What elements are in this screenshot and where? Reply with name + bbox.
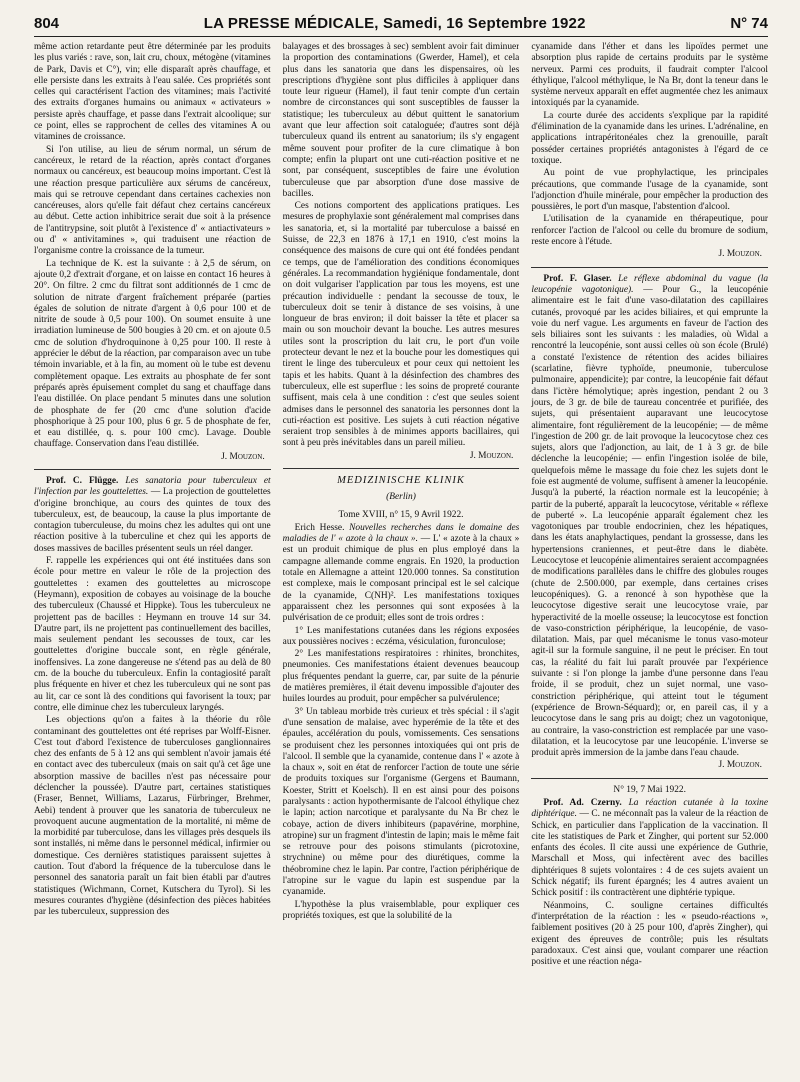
- article-lead: [34, 476, 271, 555]
- article-text: — C. ne méconnaît pas la valeur de la réaction de Schick, en particulier dans l'application de la vaccination. Il cite les statistiques de Park et Zingher, qui portent sur 52.000 enfants des écoles. Il cite aussi une expérience de Guthrie, Marschall et Moss, qui infectèrent avec des bacilles diphtériques 8 sujets volontaires : 4 de ces sujets avaient un Schick négatif; ils furent épargnés; les 4 autres avaient un Schick positif : ils contractèrent une diphtérie typique.: [531, 809, 769, 899]
- divider: [283, 468, 520, 469]
- paragraph: La courte durée des accidents s'explique par la rapidité d'élimination de la cyanamide dans les urines. L'adrénaline, en applications intrapéritonéales chez la grenouille, paraît posséder certaines propriétés antagonistes à l'égard de ce toxique.: [531, 110, 769, 166]
- journal-title: LA PRESSE MÉDICALE, Samedi, 16 Septembre 1922: [203, 14, 586, 32]
- paragraph: L'hypothèse la plus vraisemblable, pour expliquer ces propriétés toxiques, est que la solubilité de la: [282, 899, 520, 921]
- article-author: Erich Hesse.: [294, 522, 345, 533]
- divider: [531, 267, 768, 268]
- section-title: MEDIZINISCHE KLINIK: [337, 474, 465, 486]
- article-author: Prof. C. Flügge.: [46, 475, 119, 486]
- article-lead: [283, 523, 520, 625]
- paragraph: Néanmoins, C. souligne certaines difficultés d'interprétation de la réaction : les « pseudo-réactions », faiblement positives (20 à 25 pour 100, d'après Zingher), qui exigent des épreuves de contrôle; puis les résultats paradoxaux. C'est ainsi que, voulant comparer une réaction positive et une réaction néga-: [531, 900, 769, 968]
- issue-number: N° 74: [730, 14, 768, 32]
- paragraph: 3° Un tableau morbide très curieux et très spécial : il s'agit d'une sensation de malaise, avec hyperémie de la tête et des épaules, accélération du pouls, vomissements. Ces sensations se produisent chez les personnes intoxiquées qui ont pris de l'alcool. Il semble que la cyanamide, contenue dans l' « azote à la chaux », soit en état de renforcer l'action de toute une série de produits toxiques sur l'organisme (Gergens et Baumann, Koester, Stritt et Koelsch). Il en est ainsi pour des poisons paralysants : action hypothermisante de l'alcool éthylique chez le lapin; action narcotique et paralysante du Na Br chez le cobaye, action de divers inhibiteurs (papavérine, morphine, atropine) sur un fragment d'intestin de lapin; mais le même fait se retrouve pour des poisons stimulants (picrotoxine, strychnine) ou même pour des diurétiques, comme la théobromine chez le lapin. Par contre, l'action périphérique de l'atropine sur le vague du lapin est suspendue par la cyanamide.: [282, 706, 520, 898]
- column-2: [283, 42, 520, 1076]
- article-title: Nouvelles recherches dans le domaine des maladies de l' « azote à la chaux ».: [282, 522, 520, 545]
- text-columns: [34, 42, 768, 1076]
- paragraph: L'utilisation de la cyanamide en thérapeutique, pour renforcer l'action de l'alcool ou celle du bromure de sodium, reste encore à l'étude.: [531, 214, 769, 248]
- article-text: — Pour G., la leucopénie alimentaire est le fait d'une vaso-dilatation des capillaires cutanés, provoqué par les acides biliaires, et qui emprunte la voie du nerf vague. Les arguments en faveur de l'action des sels biliaires sont les suivants : les maladies, où Widal a rencontré la leucopénie, sont aussi celles où son école (Brulé) a constaté l'existence de rétention des acides biliaires (scarlatine, fièvre typhoïde, pneumonie, tuberculose pulmonaire, appendicite); par contre, la leucopénie fait défaut dans l'ictère hémolytique; après ingestion, pendant 2 ou 3 jours, de 3 gr. de bile de taureau concentrée et purifiée, des sujets, qui présentaient auparavant une leucocytose alimentaire, font régulièrement de la leucopénie; — de même l'ingestion de 200 gr. de lait provoque la leucocytose chez ces sujets, alors que l'adjonction, au lait, de 1 à 3 gr. de bile déclenche la leucopénie; — enfin l'ingestion isolée de bile, quelquefois même le massage du foie chez les sujets dont le foie est augmenté de volume, suffisent à amener la leucopénie. Jusqu'à la puberté, la réaction normale est la leucopénie; à partir de la puberté, apparaît la leucocytose, véritable « réflexe de puberté ». La leucopénie apparaît également chez les vagotoniques par trouble endocrinien, chez les hépatiques, dans les états anaphylactiques, pendant la grossesse, dans les hypertensions craniennes, et peut-être dans le diabète. Leucocytose et leucopénie alimentaires seraient accompagnées de modifications parallèles dans le chiffre des globules rouges (chute de 2.500.000, par exemple, dans certaines crises leucopéniques). G. a renoncé à son hypothèse que la leucocytose digestive serait une leucocytose vraie, par hyperactivité de la moelle osseuse; la leucocytose est fonction de vaso-constriction périphérique, la leucopénie, de vaso-dilatation. Mais, par quel mécanisme le tonus vaso-moteur agit-il sur la formule sanguine, il ne peut le préciser. En tout cas, la réalité du fait lui paraît prouvée par l'expérience suivante : si l'on plonge la jambe d'une personne dans l'eau froide, il se produit, chez un sujet normal, une vaso-constriction périphérique, qui atteint tout le tégument (expérience de Brown-Séquard); or, en pareil cas, il y a leucocytose dans le sang pris au doigt; chez un vagotonique, au contraire, la vaso-constriction est remplacée par une vaso-dilatation, et la leucocytose par une leucopénie. L'inverse se produit après immersion de la jambe dans l'eau chaude.: [531, 284, 769, 759]
- article-title: Les sanatoria pour tuberculeux et l'infection par les gouttelettes.: [34, 475, 271, 498]
- section-issue: Tome XVIII, n° 15, 9 Avril 1922.: [338, 509, 464, 520]
- article-author: Prof. F. Glaser.: [543, 273, 612, 284]
- signature: J. Mouzon.: [221, 451, 265, 462]
- paragraph: Au point de vue prophylactique, les principales précautions, que commande l'usage de la cyanamide, sont l'adjonction d'huile minérale, pour empêcher la production des poussières, le port d'un masque, l'abstention d'alcool.: [531, 168, 769, 213]
- column-3: [531, 42, 768, 1076]
- paragraph: Les objections qu'on a faites à la théorie du rôle contaminant des gouttelettes ont été reprises par Wolff-Eisner. C'est tout d'abord l'existence de tuberculoses ganglionnaires chez des enfants de 5 à 12 ans qui semblent n'avoir jamais été en contact avec des tuberculeux (mais on sait qu'à cet âge une absorption massive de bacilles n'est pas nécessaire pour déclencher la poussée). D'autre part, certaines statistiques (Fraser, Bennet, Williams, Lazarus, Fürbringer, Brehmer, Aebi) tendent à prouver que les sanatoria de tuberculeux ne provoquent aucune augmentation de la mortalité, ni même de la morbidité par tuberculose, dans les villages près desquels ils sont installés, ni même dans le personnel médical, infirmier ou domestique. Ces dernières statistiques paraissent sujettes à caution. Tout d'abord la fréquence de la tuberculose dans le personnel des sanatoria paraît un fait bien établi par d'autres statistiques (Wichmann, Cornet, Kutschera du Tyrol). Si les mesures courantes d'hygiène (désinfection des pièces habitées par les tuberculeux, suppression des: [34, 715, 271, 918]
- paragraph: F. rappelle les expériences qui ont été instituées dans son école pour mettre en valeur le rôle de la projection des gouttelettes : examen des gouttelettes au microscope (Heymann), exposition de cobayes au voisinage de la bouche des tuberculeux (Chaussé et Hippke). Tous les tuberculeux ne projettent pas de bacilles : Heymann en trouve 14 sur 34. D'autre part, ils ne projettent pas continuellement des bacilles, mais seulement pendant les secousses de toux, car les gouttelettes d'origine buccale sont, en règle générale, inoffensives. La zone dangereuse ne s'étend pas au delà de 80 cm. de la bouche du tuberculeux. Enfin la contagiosité paraît plus fréquente en hiver et chez les tuberculeux qui ne sont pas au lit, car ce sont là des conditions qui favorisent la toux; par contre, elle diminue chez les tuberculeux laryngés.: [34, 556, 271, 713]
- paragraph: La technique de K. est la suivante : à 2,5 de sérum, on ajoute 0,2 d'extrait d'organe, et on laisse en contact 16 heures à 20°. On filtre. 2 cmc du filtrat sont additionnés de 1 cmc de solution de nitrate d'argent fraîchement préparée (parties égales de solution de nitrate d'argent à 0,6 pour 100 et de nitrite de soude à 0,5 pour 100). On soumet ensuite à une irradiation lumineuse de 500 bougies à 20 cm. et on ajoute 0.5 cmc de solution d'hydroquinone à 0,25 pour 100. Il reste à apprécier le début de la réaction, par comparaison avec un tube témoin invariable, et à la fin, au moment où le tube est devenu complètement opaque. Les extraits au phosphate de fer sont préparés après épuisement complet du sang et chauffage dans l'eau distillée. On place pendant 5 minutes dans une solution de phosphate de fer (20 cmc d'une solution d'acide phosphorique à 25 pour 100, plus 6 gr. 5 de phosphate de fer, et eau distillée, q. s. pour 100 cmc). Lavage. Double chauffage. Conservation dans l'eau distillée.: [34, 258, 271, 450]
- divider: [34, 469, 271, 470]
- page-number: 804: [34, 14, 60, 32]
- article-lead: [531, 274, 768, 760]
- article-title: La réaction cutanée à la toxine diphtérique.: [531, 798, 769, 820]
- page-header: [34, 10, 768, 37]
- paragraph: Si l'on utilise, au lieu de sérum normal, un sérum de cancéreux, le retard de la réaction, après contact d'organes normaux ou cancéreux, est beaucoup moins important. C'est là une réaction presque particulière aux sérums de cancéreux, mais qui se retrouve cependant dans certaines cachexies non cancéreuses, alors qu'elle fait défaut chez certains cancéreux au début. Cette action inhibitrice serait due soit à la présence de l'antitrypsine, soit plutôt à l'existence d' « antiactivateurs » ou d' « antivitamines », qui traduisent une réaction de l'organisme contre la croissance de la tumeur.: [34, 144, 271, 257]
- paragraph: balayages et des brossages à sec) semblent avoir fait diminuer la proportion des contaminations (Gwerder, Hamel), et cela plus dans les sanatoria que dans les dispensaires, où les prescriptions d'hygiène sont plus difficiles à appliquer dans toute leur rigueur (Hamel), il faut tenir compte d'un certain nombre de circonstances qui sont susceptibles de fausser la statistique; les tuberculeux au début quittent le sanatorium avant que leur affection soit cataloguée; d'autres sont déjà tuberculeux quand ils entrent au sanatorium; ils s'y engagent même souvent pour profiter de la cure climatique à bon compte; enfin la plupart ont une cuti-réaction positive et ne sont, par conséquent, susceptibles de faire une évolution tuberculeuse que par absorption d'une dose massive de bacilles.: [282, 42, 520, 199]
- article-lead: [531, 798, 768, 900]
- paragraph: même action retardante peut être déterminée par les produits les plus variés : rave, son, lait cru, choux, métogène (vitamines de Park, Davis et C°), vin; elle disparaît après chauffage, et elle persiste dans les extraits à l'eau salée. Ces propriétés sont celles qui caractérisent l'action des vitamines; mais l'activité des extraits d'organes humains ou animaux « activateurs » persiste après chauffage, et passe dans l'extrait alcoolique; sur ce point, elles se rapprochent de celles des vitamines A ou vitamines de croissance.: [34, 42, 271, 143]
- column-1: [34, 42, 271, 1076]
- paragraph: cyanamide dans l'éther et dans les lipoïdes permet une absorption plus rapide de certains produits par le système nerveux. Parmi ces produits, il faudrait compter l'alcool éthylique, l'alcool méthylique, le Na Br, dont la teneur dans le système nerveux apparaît en effet augmentée chez les animaux intoxiqués par la cyanamide.: [531, 42, 769, 109]
- signature: J. Mouzon.: [718, 760, 763, 771]
- signature: J. Mouzon.: [718, 249, 763, 260]
- article-text: — La projection de gouttelettes d'origine bronchique, au cours des quintes de toux des tuberculeux, est, de beaucoup, la cause la plus importante de contagion tuberculeuse, du moins chez les adultes qui ont une réaction positive à la tuberculine et chez qui les apports de doses massives de bacilles présentent seuls un réel danger.: [34, 487, 271, 554]
- section-city: (Berlin): [386, 492, 416, 503]
- paragraph: 2° Les manifestations respiratoires : rhinites, bronchites, pneumonies. Ces manifestations étaient devenues beaucoup plus fréquentes pendant la guerre, car, par suite de la pénurie de matières premières, il était devenu impossible d'ajouter des huiles lourdes au produit, pour empêcher sa pulvérulence;: [282, 649, 520, 705]
- paragraph: 1° Les manifestations cutanées dans les régions exposées aux poussières nocives : eczéma, vésiculation, furonculose;: [282, 625, 520, 647]
- divider: [531, 778, 768, 779]
- article-author: Prof. Ad. Czerny.: [543, 798, 622, 808]
- article-title: Le réflexe abdominal du vague (la leucopénie vagotonique).: [531, 273, 769, 295]
- article-text: — L' « azote à la chaux » est un produit chimique de plus en plus employé dans la campagne allemande comme engrais. En 1920, la production totale en Allemagne a atteint 120.000 tonnes. Sa constitution est complexe, mais le composant principal est le sel calcique de la cyanamide, C(NH)². Les manifestations toxiques apparaissent chez les personnes qui sont exposées à la pulvérisation de ce produit; elles sont de trois ordres :: [282, 534, 520, 624]
- section-issue: N° 19, 7 Mai 1922.: [613, 784, 686, 795]
- signature: J. Mouzon.: [469, 450, 514, 461]
- paragraph: Ces notions comportent des applications pratiques. Les mesures de prophylaxie sont généralement mal comprises dans les sanatoria, et, si la mortalité par tuberculose a baissé en Suisse, de 22,3 en 1876 à 17,1 en 1910, c'est moins la conséquence des maisons de cure qui ont été fondées pendant ce temps, que de l'amélioration des conditions économiques générales. La recommandation hygiénique fondamentale, dont on doit vulgariser l'application par tous les moyens, est une précaution individuelle : pendant la secousse de toux, le tuberculeux doit se tenir à distance de ses voisins, à une longueur de bras environ; il doit baisser la tête et placer sa main ou son mouchoir devant la bouche. Les autres mesures utiles sont la proscription du lait cru, le port d'un voile protecteur devant le nez et la bouche pour les domestiques qui tirent le linge des tuberculeux et pour ceux qui nettoient les tapis et les habits. Quant à la désinfection des chambres des tuberculeux, elle est superflue : les soins de propreté courante suffisent, mais cela à une condition : c'est que seules soient admises dans le personnel des sanatoria les personnes dont la cuti-réaction est positive. Les sujets à cuti réaction négative seraient trop sensibles à de minimes apports bacillaires, qui sont à peu près inévitables dans un pareil milieu.: [282, 201, 520, 449]
